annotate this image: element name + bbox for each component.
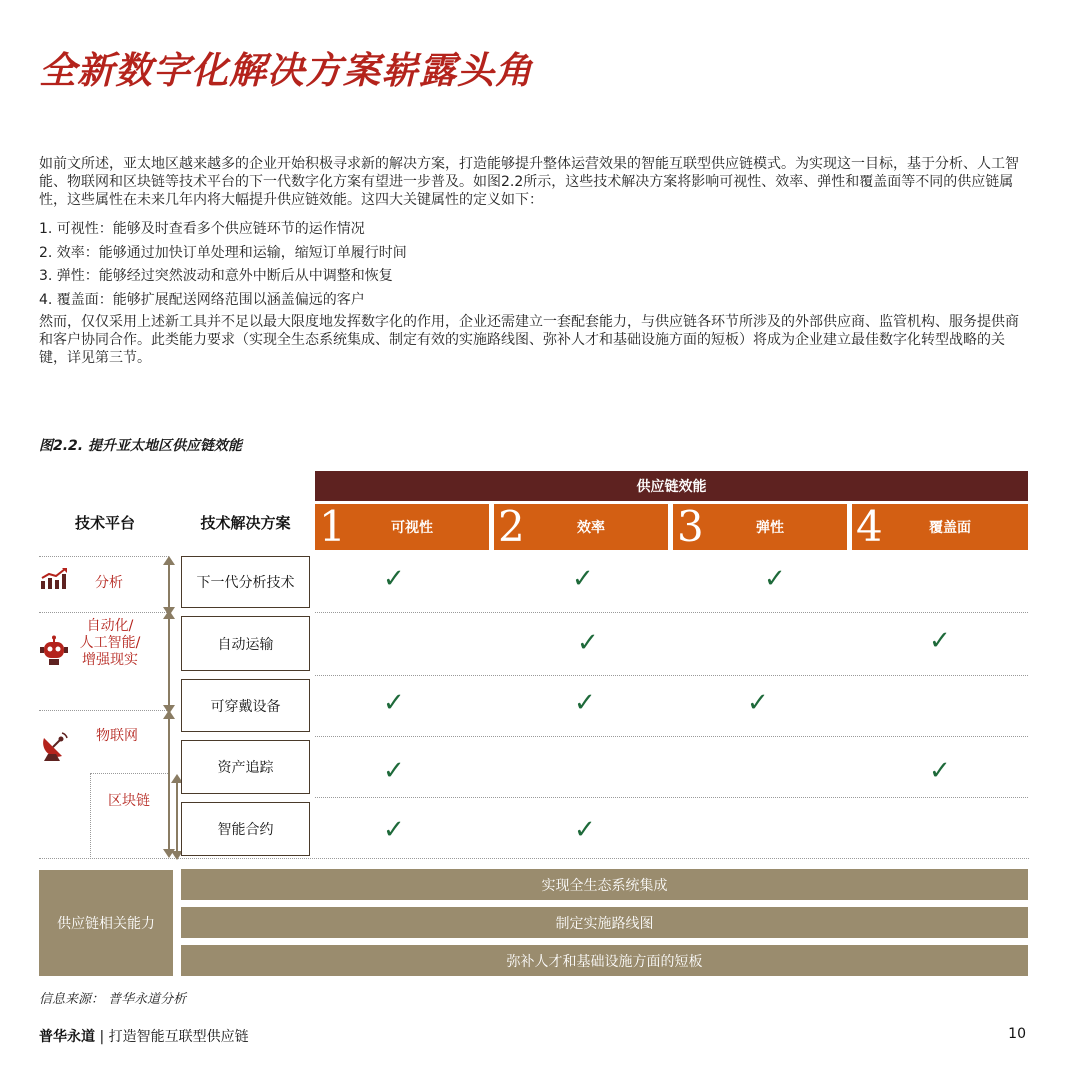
definition-item: 4. 覆盖面：能够扩展配送网络范围以涵盖偏远的客户 — [39, 291, 365, 308]
bracket-arrow-automation — [168, 618, 170, 706]
attribute-efficiency — [494, 504, 668, 550]
row-separator — [39, 710, 169, 711]
row-separator — [315, 612, 1028, 613]
check-icon: ✓ — [383, 688, 405, 718]
row-separator — [39, 612, 169, 613]
bracket-arrow-analytics — [168, 564, 170, 608]
check-icon: ✓ — [383, 564, 405, 594]
attribute-label: 弹性 — [756, 520, 784, 536]
check-icon: ✓ — [572, 564, 594, 594]
page-number: 10 — [1008, 1026, 1026, 1042]
platform-analytics: 分析 — [95, 575, 123, 591]
robot-icon — [38, 635, 70, 671]
column-header-platform: 技术平台 — [74, 514, 135, 532]
capability-ecosystem-integration: 实现全生态系统集成 — [181, 869, 1028, 900]
row-separator — [315, 675, 1028, 676]
bar-chart-icon — [40, 568, 68, 594]
satellite-dish-icon — [40, 730, 70, 766]
check-icon: ✓ — [747, 688, 769, 718]
check-icon: ✓ — [929, 626, 951, 656]
capabilities-label: 供应链相关能力 — [39, 870, 173, 976]
check-icon: ✓ — [574, 815, 596, 845]
definition-list — [39, 218, 407, 312]
attribute-number: 4 — [856, 502, 883, 551]
solution-smart-contracts: 智能合约 — [181, 802, 310, 856]
check-icon: ✓ — [929, 756, 951, 786]
definition-item: 1. 可视性：能够及时查看多个供应链环节的运作情况 — [39, 221, 365, 237]
capability-talent-infrastructure: 弥补人才和基础设施方面的短板 — [181, 945, 1028, 976]
solution-wearables: 可穿戴设备 — [181, 679, 310, 732]
row-separator — [315, 797, 1028, 798]
attribute-label: 效率 — [577, 520, 605, 536]
attribute-coverage — [852, 504, 1028, 550]
check-icon: ✓ — [383, 815, 405, 845]
platform-automation-ai-ar: 自动化/ 人工智能/ 增强现实 — [79, 618, 141, 668]
column-header-solution: 技术解决方案 — [200, 514, 291, 532]
check-icon: ✓ — [383, 756, 405, 786]
row-separator — [315, 736, 1028, 737]
check-icon: ✓ — [764, 564, 786, 594]
definition-item: 3. 弹性：能够经过突然波动和意外中断后从中调整和恢复 — [39, 268, 393, 284]
footer-doc-title: 打造智能互联型供应链 — [108, 1029, 249, 1045]
attribute-label: 可视性 — [391, 520, 433, 536]
check-icon: ✓ — [574, 688, 596, 718]
row-separator — [39, 858, 1029, 859]
platform-blockchain: 区块链 — [108, 793, 150, 809]
footer-brand: 普华永道 — [39, 1029, 95, 1045]
solution-next-gen-analytics: 下一代分析技术 — [181, 556, 310, 608]
attribute-label: 覆盖面 — [929, 520, 971, 536]
attribute-resilience — [673, 504, 847, 550]
footer — [39, 1026, 249, 1046]
page-title: 全新数字化解决方案崭露头角 — [39, 49, 533, 92]
check-icon: ✓ — [577, 628, 599, 658]
blockchain-bracket — [90, 773, 168, 857]
definition-item: 2. 效率：能够通过加快订单处理和运输，缩短订单履行时间 — [39, 244, 407, 261]
supply-chain-performance-header: 供应链效能 — [315, 471, 1028, 501]
attribute-number: 2 — [498, 502, 525, 551]
bracket-arrow-blockchain — [176, 782, 178, 852]
solution-asset-tracking: 资产追踪 — [181, 740, 310, 794]
capability-paragraph: 然而，仅仅采用上述新工具并不足以最大限度地发挥数字化的作用，企业还需建立一套配套能力，与供应链各环节所涉及的外部供应商、监管机构、服务提供商和客户协同合作。此类能力要求（实现全生态系统集成、制定有效的实施路线图、弥补人才和基础设施方面的短板）将成为企业建立最佳数字化转型战略的关键，详见第三节。 — [39, 314, 1019, 366]
attribute-number: 1 — [319, 502, 346, 551]
source-note: 信息来源： 普华永道分析 — [39, 992, 187, 1007]
bracket-arrow-iot — [168, 718, 170, 850]
attribute-visibility — [315, 504, 489, 550]
figure-title: 图2.2. 提升亚太地区供应链效能 — [39, 438, 242, 454]
intro-paragraph: 如前文所述，亚太地区越来越多的企业开始积极寻求新的解决方案，打造能够提升整体运营效果的智能互联型供应链模式。为实现这一目标，基于分析、人工智能、物联网和区块链等技术平台的下一代数字化方案有望进一步普及。如图2.2所示，这些技术解决方案将影响可视性、效率、弹性和覆盖面等不同的供应链属性，这些属性在未来几年内将大幅提升供应链效能。这四大关键属性的定义如下： — [39, 156, 1019, 208]
footer-separator: | — [95, 1029, 109, 1045]
solution-autonomous-transport: 自动运输 — [181, 616, 310, 671]
capability-roadmap: 制定实施路线图 — [181, 907, 1028, 938]
row-separator — [39, 556, 169, 557]
attribute-number: 3 — [677, 502, 704, 551]
platform-iot: 物联网 — [96, 728, 138, 744]
